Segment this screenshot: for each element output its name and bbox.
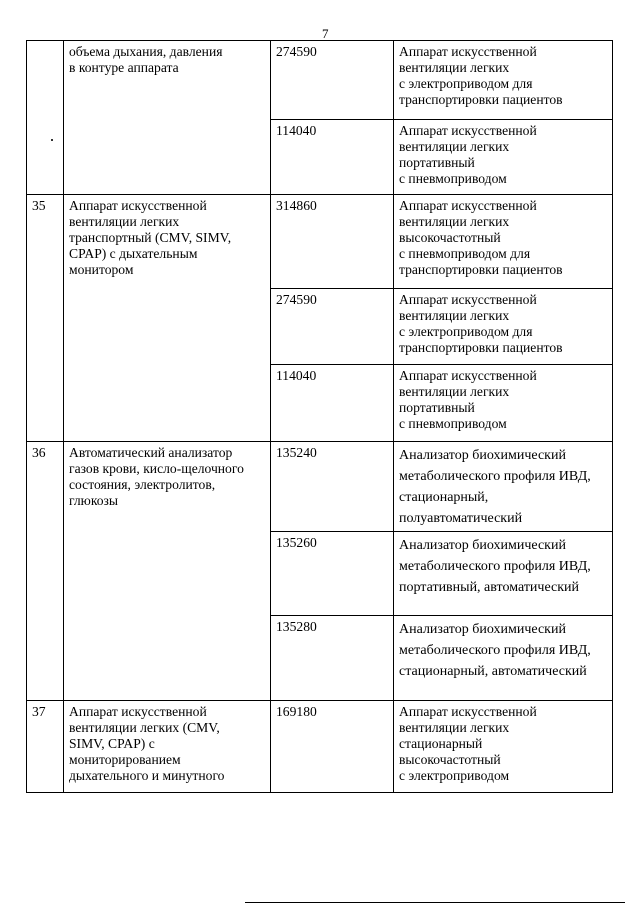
item-code: 114040 — [271, 365, 394, 442]
row-number: 35 — [27, 195, 64, 442]
table-row — [27, 442, 613, 532]
item-description: Анализатор биохимический метаболического профиля ИВД, стационарный, полуавтоматический — [394, 442, 613, 532]
item-description: Аппарат искусственной вентиляции легких портативный с пневмоприводом — [394, 120, 613, 195]
item-code: 135260 — [271, 532, 394, 616]
item-code: 114040 — [271, 120, 394, 195]
table-row — [27, 41, 613, 120]
row-number — [27, 41, 64, 195]
item-code: 314860 — [271, 195, 394, 289]
item-name: Аппарат искусственной вентиляции легких (CMV, SIMV, CPAP) с мониторированием дыхательного и минутного — [64, 701, 271, 793]
item-code: 274590 — [271, 41, 394, 120]
row-number: 36 — [27, 442, 64, 701]
item-code: 135280 — [271, 616, 394, 701]
row-number: 37 — [27, 701, 64, 793]
item-description: Аппарат искусственной вентиляции легких с электроприводом для транспортировки пациентов — [394, 41, 613, 120]
item-name: Аппарат искусственной вентиляции легких транспортный (CMV, SIMV, CPAP) с дыхательным монитором — [64, 195, 271, 442]
table-row — [27, 195, 613, 289]
item-code: 135240 — [271, 442, 394, 532]
page-bottom-line — [245, 902, 625, 903]
page-number: 7 — [322, 26, 329, 41]
equipment-table — [26, 40, 613, 793]
item-code: 169180 — [271, 701, 394, 793]
item-code: 274590 — [271, 289, 394, 365]
item-description: Аппарат искусственной вентиляции легких стационарный высокочастотный с электроприводом — [394, 701, 613, 793]
item-description: Аппарат искусственной вентиляции легких высокочастотный с пневмоприводом для транспортировки пациентов — [394, 195, 613, 289]
table-row — [27, 701, 613, 793]
item-description: Аппарат искусственной вентиляции легких портативный с пневмоприводом — [394, 365, 613, 442]
item-description: Анализатор биохимический метаболического профиля ИВД, стационарный, автоматический — [394, 616, 613, 701]
item-name: Автоматический анализатор газов крови, кисло-щелочного состояния, электролитов, глюкозы — [64, 442, 271, 701]
item-description: Анализатор биохимический метаболического профиля ИВД, портативный, автоматический — [394, 532, 613, 616]
scan-speck — [51, 139, 53, 141]
item-description: Аппарат искусственной вентиляции легких с электроприводом для транспортировки пациентов — [394, 289, 613, 365]
item-name: объема дыхания, давления в контуре аппарата — [64, 41, 271, 195]
